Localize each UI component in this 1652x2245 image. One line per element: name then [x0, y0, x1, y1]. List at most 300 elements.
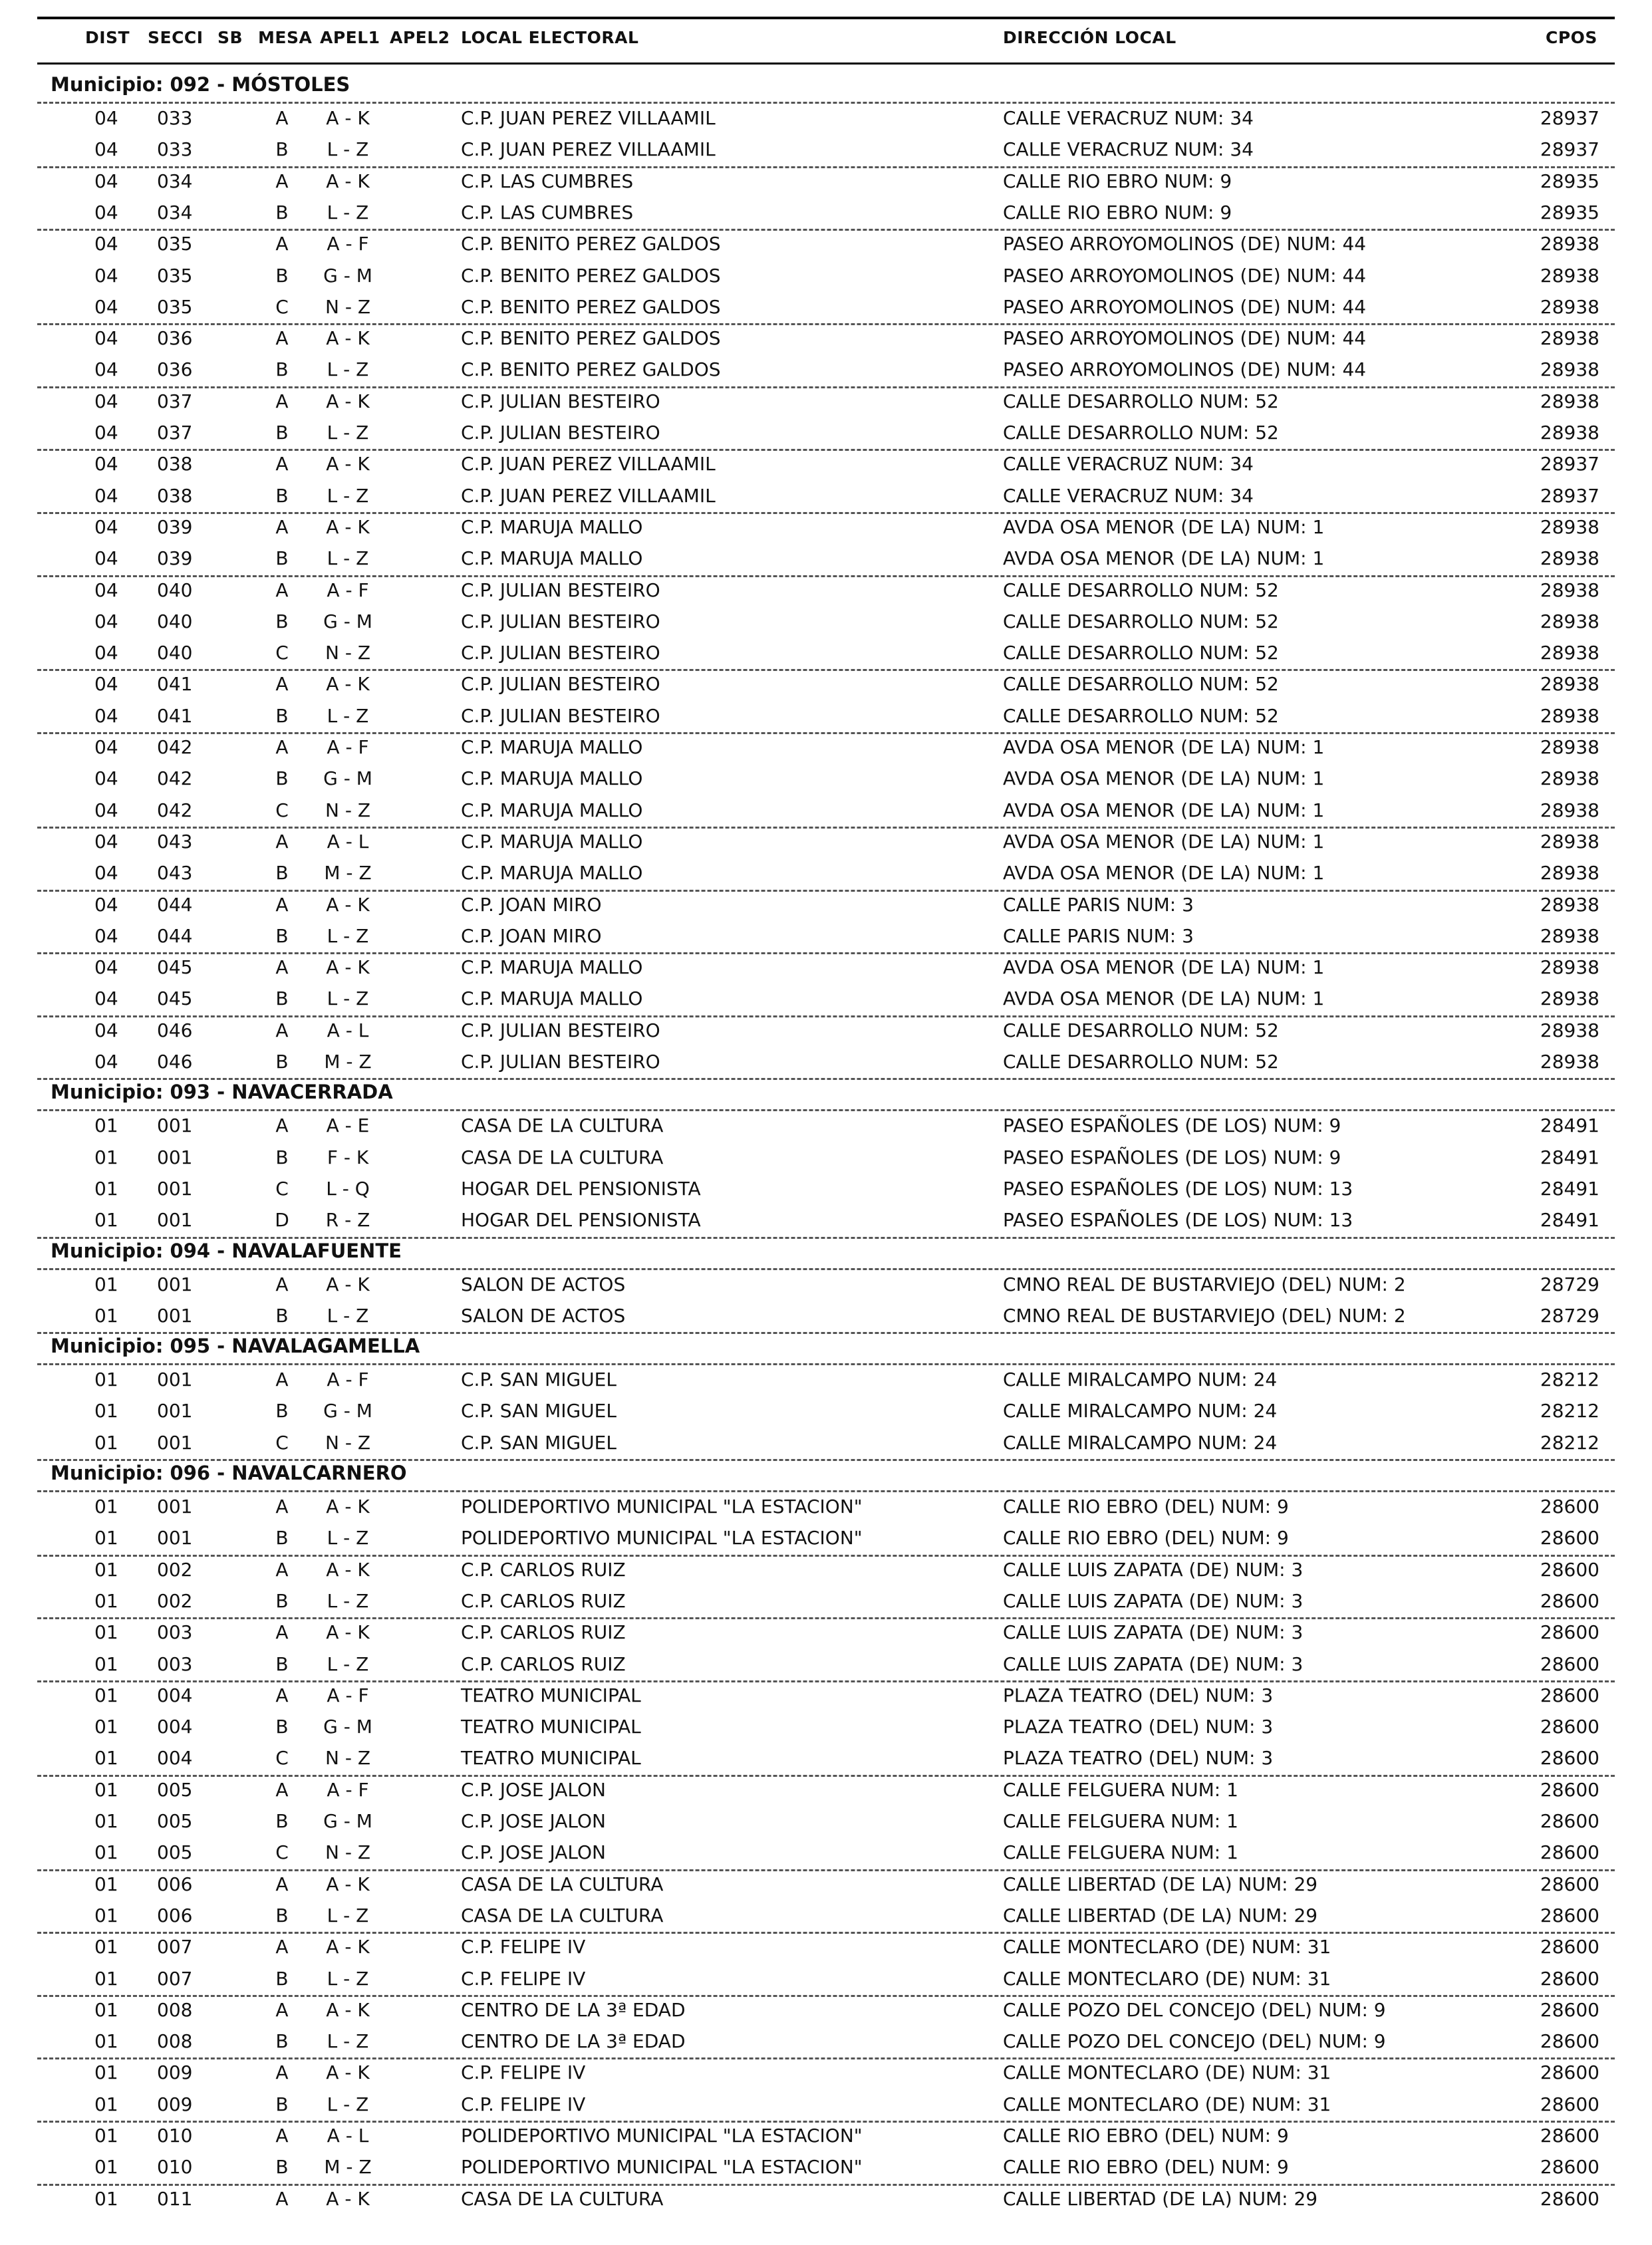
mesa-cell: A — [275, 579, 289, 601]
mesa-cell: B — [275, 264, 289, 287]
municipio-title: Municipio: 095 - NAVALAGAMELLA — [51, 1335, 420, 1358]
direccion-cell: CALLE DESARROLLO NUM: 52 — [1003, 422, 1279, 444]
secci-cell: 042 — [157, 767, 193, 790]
direccion-cell: AVDA OSA MENOR (DE LA) NUM: 1 — [1003, 736, 1325, 758]
mesa-cell: B — [275, 988, 289, 1010]
secci-cell: 011 — [157, 2187, 193, 2210]
mesa-cell: A — [275, 2125, 289, 2147]
group-separator — [37, 449, 1615, 451]
mesa-cell: C — [275, 1841, 289, 1864]
apel1-cell: G - M — [323, 610, 372, 632]
secci-cell: 045 — [157, 988, 193, 1010]
secci-cell: 035 — [157, 295, 193, 318]
cpos-cell: 28938 — [1540, 390, 1599, 412]
direccion-cell: CALLE VERACRUZ NUM: 34 — [1003, 453, 1254, 475]
secci-cell: 001 — [157, 1209, 193, 1232]
apel1-cell: L - Z — [327, 1652, 369, 1675]
mesa-cell: B — [275, 1304, 289, 1327]
apel1-cell: A - K — [326, 1873, 370, 1895]
apel1-cell: A - F — [327, 1684, 369, 1706]
mesa-cell: B — [275, 1716, 289, 1738]
local-cell: POLIDEPORTIVO MUNICIPAL "LA ESTACION" — [461, 2125, 863, 2147]
direccion-cell: CALLE MIRALCAMPO NUM: 24 — [1003, 1400, 1278, 1422]
cpos-cell: 28935 — [1540, 201, 1599, 223]
cpos-cell: 28938 — [1540, 264, 1599, 287]
group-separator — [37, 386, 1615, 388]
mesa-cell: B — [275, 1146, 289, 1168]
dist-cell: 04 — [94, 358, 118, 381]
cpos-cell: 28600 — [1540, 2125, 1599, 2147]
local-cell: TEATRO MUNICIPAL — [461, 1747, 641, 1770]
dist-cell: 01 — [94, 2156, 118, 2179]
col-secci-header: SECCI — [148, 28, 204, 47]
apel1-cell: A - F — [327, 736, 369, 758]
cpos-cell: 28600 — [1540, 1904, 1599, 1926]
dist-cell: 01 — [94, 1209, 118, 1232]
col-apel1-header: APEL1 — [320, 28, 380, 47]
dist-cell: 04 — [94, 579, 118, 601]
local-cell: C.P. MARUJA MALLO — [461, 515, 643, 538]
dist-cell: 04 — [94, 924, 118, 947]
direccion-cell: CALLE MIRALCAMPO NUM: 24 — [1003, 1369, 1278, 1391]
cpos-cell: 28600 — [1540, 1747, 1599, 1770]
secci-cell: 036 — [157, 327, 193, 350]
direccion-cell: CMNO REAL DE BUSTARVIEJO (DEL) NUM: 2 — [1003, 1304, 1406, 1327]
apel1-cell: N - Z — [325, 295, 371, 318]
direccion-cell: AVDA OSA MENOR (DE LA) NUM: 1 — [1003, 799, 1325, 821]
local-cell: C.P. JUAN PEREZ VILLAAMIL — [461, 107, 716, 129]
local-cell: C.P. MARUJA MALLO — [461, 547, 643, 570]
secci-cell: 044 — [157, 924, 193, 947]
secci-cell: 034 — [157, 201, 193, 223]
cpos-cell: 28938 — [1540, 704, 1599, 727]
apel1-cell: A - K — [326, 893, 370, 916]
header-rule — [37, 63, 1615, 65]
apel1-cell: A - K — [326, 673, 370, 696]
direccion-cell: CALLE RIO EBRO (DEL) NUM: 9 — [1003, 1527, 1289, 1549]
local-cell: C.P. MARUJA MALLO — [461, 862, 643, 884]
direccion-cell: CALLE VERACRUZ NUM: 34 — [1003, 484, 1254, 507]
mesa-cell: A — [275, 1873, 289, 1895]
mesa-cell: A — [275, 1369, 289, 1391]
mesa-cell: B — [275, 1400, 289, 1422]
col-dist-header: DIST — [85, 28, 130, 47]
secci-cell: 004 — [157, 1747, 193, 1770]
dist-cell: 04 — [94, 956, 118, 979]
cpos-cell: 28938 — [1540, 1051, 1599, 1073]
cpos-cell: 28600 — [1540, 1936, 1599, 1958]
dist-cell: 01 — [94, 2093, 118, 2115]
apel1-cell: M - Z — [324, 2156, 372, 2179]
dist-cell: 01 — [94, 1652, 118, 1675]
apel1-cell: A - K — [326, 2187, 370, 2210]
local-cell: POLIDEPORTIVO MUNICIPAL "LA ESTACION" — [461, 2156, 863, 2179]
cpos-cell: 28600 — [1540, 2187, 1599, 2210]
apel1-cell: L - Z — [327, 1304, 369, 1327]
secci-cell: 042 — [157, 799, 193, 821]
direccion-cell: CALLE PARIS NUM: 3 — [1003, 924, 1194, 947]
mesa-cell: D — [275, 1209, 289, 1232]
apel1-cell: A - K — [326, 956, 370, 979]
secci-cell: 037 — [157, 390, 193, 412]
direccion-cell: CALLE LIBERTAD (DE LA) NUM: 29 — [1003, 2187, 1318, 2210]
secci-cell: 001 — [157, 1369, 193, 1391]
apel1-cell: G - M — [323, 1716, 372, 1738]
direccion-cell: PASEO ARROYOMOLINOS (DE) NUM: 44 — [1003, 264, 1367, 287]
local-cell: CASA DE LA CULTURA — [461, 1146, 664, 1168]
local-cell: C.P. CARLOS RUIZ — [461, 1558, 626, 1581]
dist-cell: 04 — [94, 170, 118, 192]
direccion-cell: PASEO ESPAÑOLES (DE LOS) NUM: 13 — [1003, 1177, 1353, 1200]
local-cell: C.P. JUAN PEREZ VILLAAMIL — [461, 138, 716, 161]
apel1-cell: L - Z — [327, 924, 369, 947]
local-cell: POLIDEPORTIVO MUNICIPAL "LA ESTACION" — [461, 1496, 863, 1518]
apel1-cell: G - M — [323, 1400, 372, 1422]
mesa-cell: B — [275, 1810, 289, 1832]
apel1-cell: A - K — [326, 515, 370, 538]
cpos-cell: 28729 — [1540, 1273, 1599, 1295]
direccion-cell: CALLE MONTECLARO (DE) NUM: 31 — [1003, 1967, 1331, 1990]
dist-cell: 01 — [94, 2125, 118, 2147]
secci-cell: 039 — [157, 547, 193, 570]
local-cell: C.P. JOAN MIRO — [461, 924, 602, 947]
cpos-cell: 28937 — [1540, 138, 1599, 161]
secci-cell: 035 — [157, 264, 193, 287]
local-cell: C.P. BENITO PEREZ GALDOS — [461, 358, 721, 381]
cpos-cell: 28938 — [1540, 233, 1599, 255]
apel1-cell: L - Z — [327, 2030, 369, 2053]
mesa-cell: A — [275, 1621, 289, 1644]
group-separator — [37, 1459, 1615, 1461]
apel1-cell: A - F — [327, 233, 369, 255]
direccion-cell: CALLE RIO EBRO NUM: 9 — [1003, 201, 1232, 223]
cpos-cell: 28937 — [1540, 484, 1599, 507]
local-cell: C.P. CARLOS RUIZ — [461, 1621, 626, 1644]
local-cell: TEATRO MUNICIPAL — [461, 1716, 641, 1738]
group-separator — [37, 1078, 1615, 1080]
direccion-cell: CALLE LIBERTAD (DE LA) NUM: 29 — [1003, 1873, 1318, 1895]
secci-cell: 037 — [157, 422, 193, 444]
group-separator — [37, 2057, 1615, 2059]
col-cpos-header: CPOS — [1546, 28, 1597, 47]
apel1-cell: L - Z — [327, 2093, 369, 2115]
direccion-cell: AVDA OSA MENOR (DE LA) NUM: 1 — [1003, 988, 1325, 1010]
dist-cell: 04 — [94, 988, 118, 1010]
municipio-separator — [37, 102, 1615, 104]
mesa-cell: C — [275, 1431, 289, 1454]
apel1-cell: A - E — [326, 1115, 370, 1137]
mesa-cell: B — [275, 1527, 289, 1549]
col-local-header: LOCAL ELECTORAL — [461, 28, 639, 47]
local-cell: CENTRO DE LA 3ª EDAD — [461, 2030, 686, 2053]
direccion-cell: CALLE DESARROLLO NUM: 52 — [1003, 1019, 1279, 1041]
local-cell: C.P. LAS CUMBRES — [461, 201, 634, 223]
mesa-cell: A — [275, 1998, 289, 2021]
cpos-cell: 28600 — [1540, 1778, 1599, 1801]
local-cell: C.P. FELIPE IV — [461, 2093, 586, 2115]
group-separator — [37, 1775, 1615, 1777]
cpos-cell: 28600 — [1540, 2030, 1599, 2053]
cpos-cell: 28938 — [1540, 1019, 1599, 1041]
direccion-cell: CALLE FELGUERA NUM: 1 — [1003, 1810, 1238, 1832]
apel1-cell: L - Z — [327, 1589, 369, 1612]
mesa-cell: A — [275, 107, 289, 129]
direccion-cell: CMNO REAL DE BUSTARVIEJO (DEL) NUM: 2 — [1003, 1273, 1406, 1295]
municipio-title: Municipio: 096 - NAVALCARNERO — [51, 1462, 407, 1484]
dist-cell: 01 — [94, 1873, 118, 1895]
group-separator — [37, 1617, 1615, 1619]
direccion-cell: CALLE LUIS ZAPATA (DE) NUM: 3 — [1003, 1652, 1304, 1675]
mesa-cell: A — [275, 1684, 289, 1706]
mesa-cell: C — [275, 642, 289, 664]
direccion-cell: PASEO ARROYOMOLINOS (DE) NUM: 44 — [1003, 233, 1367, 255]
cpos-cell: 28600 — [1540, 1998, 1599, 2021]
cpos-cell: 28212 — [1540, 1369, 1599, 1391]
direccion-cell: CALLE POZO DEL CONCEJO (DEL) NUM: 9 — [1003, 2030, 1386, 2053]
local-cell: C.P. BENITO PEREZ GALDOS — [461, 327, 721, 350]
local-cell: C.P. JUAN PEREZ VILLAAMIL — [461, 484, 716, 507]
secci-cell: 038 — [157, 484, 193, 507]
mesa-cell: A — [275, 2187, 289, 2210]
direccion-cell: CALLE VERACRUZ NUM: 34 — [1003, 107, 1254, 129]
dist-cell: 01 — [94, 1621, 118, 1644]
group-separator — [37, 669, 1615, 671]
direccion-cell: CALLE RIO EBRO (DEL) NUM: 9 — [1003, 2156, 1289, 2179]
dist-cell: 01 — [94, 1747, 118, 1770]
local-cell: HOGAR DEL PENSIONISTA — [461, 1209, 701, 1232]
dist-cell: 04 — [94, 830, 118, 853]
local-cell: C.P. JOSE JALON — [461, 1778, 606, 1801]
local-cell: C.P. LAS CUMBRES — [461, 170, 634, 192]
direccion-cell: AVDA OSA MENOR (DE LA) NUM: 1 — [1003, 767, 1325, 790]
direccion-cell: CALLE RIO EBRO (DEL) NUM: 9 — [1003, 1496, 1289, 1518]
apel1-cell: M - Z — [324, 1051, 372, 1073]
group-separator — [37, 732, 1615, 734]
dist-cell: 04 — [94, 422, 118, 444]
cpos-cell: 28938 — [1540, 767, 1599, 790]
apel1-cell: A - K — [326, 1621, 370, 1644]
local-cell: CENTRO DE LA 3ª EDAD — [461, 1998, 686, 2021]
mesa-cell: B — [275, 2030, 289, 2053]
mesa-cell: C — [275, 799, 289, 821]
mesa-cell: B — [275, 862, 289, 884]
cpos-cell: 28600 — [1540, 1558, 1599, 1581]
secci-cell: 001 — [157, 1431, 193, 1454]
dist-cell: 01 — [94, 1810, 118, 1832]
dist-cell: 01 — [94, 1304, 118, 1327]
apel1-cell: L - Z — [327, 1904, 369, 1926]
secci-cell: 001 — [157, 1400, 193, 1422]
secci-cell: 043 — [157, 862, 193, 884]
cpos-cell: 28938 — [1540, 673, 1599, 696]
dist-cell: 01 — [94, 2061, 118, 2084]
group-separator — [37, 1237, 1615, 1239]
apel1-cell: A - K — [326, 453, 370, 475]
cpos-cell: 28938 — [1540, 610, 1599, 632]
secci-cell: 008 — [157, 1998, 193, 2021]
secci-cell: 004 — [157, 1716, 193, 1738]
municipio-separator — [37, 1268, 1615, 1270]
direccion-cell: CALLE DESARROLLO NUM: 52 — [1003, 390, 1279, 412]
direccion-cell: CALLE POZO DEL CONCEJO (DEL) NUM: 9 — [1003, 1998, 1386, 2021]
apel1-cell: G - M — [323, 767, 372, 790]
group-separator — [37, 229, 1615, 231]
direccion-cell: PASEO ARROYOMOLINOS (DE) NUM: 44 — [1003, 327, 1367, 350]
secci-cell: 038 — [157, 453, 193, 475]
apel1-cell: A - K — [326, 107, 370, 129]
cpos-cell: 28491 — [1540, 1115, 1599, 1137]
mesa-cell: B — [275, 201, 289, 223]
secci-cell: 006 — [157, 1904, 193, 1926]
mesa-cell: A — [275, 515, 289, 538]
municipio-title: Municipio: 093 - NAVACERRADA — [51, 1081, 393, 1104]
secci-cell: 002 — [157, 1558, 193, 1581]
local-cell: C.P. JULIAN BESTEIRO — [461, 704, 660, 727]
apel1-cell: N - Z — [325, 799, 371, 821]
group-separator — [37, 166, 1615, 168]
direccion-cell: CALLE MONTECLARO (DE) NUM: 31 — [1003, 1936, 1331, 1958]
apel1-cell: A - F — [327, 1778, 369, 1801]
secci-cell: 033 — [157, 107, 193, 129]
mesa-cell: B — [275, 767, 289, 790]
cpos-cell: 28600 — [1540, 1810, 1599, 1832]
cpos-cell: 28491 — [1540, 1209, 1599, 1232]
secci-cell: 036 — [157, 358, 193, 381]
cpos-cell: 28212 — [1540, 1400, 1599, 1422]
col-direccion-header: DIRECCIÓN LOCAL — [1003, 28, 1176, 47]
secci-cell: 035 — [157, 233, 193, 255]
dist-cell: 04 — [94, 1019, 118, 1041]
dist-cell: 04 — [94, 515, 118, 538]
dist-cell: 01 — [94, 1716, 118, 1738]
municipio-title: Municipio: 094 - NAVALAFUENTE — [51, 1239, 402, 1262]
cpos-cell: 28600 — [1540, 2061, 1599, 2084]
mesa-cell: C — [275, 1177, 289, 1200]
mesa-cell: A — [275, 893, 289, 916]
apel1-cell: A - K — [326, 327, 370, 350]
local-cell: C.P. JOSE JALON — [461, 1841, 606, 1864]
apel1-cell: G - M — [323, 1810, 372, 1832]
local-cell: C.P. MARUJA MALLO — [461, 830, 643, 853]
apel1-cell: A - K — [326, 1936, 370, 1958]
mesa-cell: A — [275, 1496, 289, 1518]
local-cell: C.P. SAN MIGUEL — [461, 1431, 617, 1454]
direccion-cell: CALLE LUIS ZAPATA (DE) NUM: 3 — [1003, 1589, 1304, 1612]
mesa-cell: B — [275, 547, 289, 570]
mesa-cell: A — [275, 1936, 289, 1958]
group-separator — [37, 2184, 1615, 2186]
direccion-cell: CALLE DESARROLLO NUM: 52 — [1003, 579, 1279, 601]
direccion-cell: CALLE FELGUERA NUM: 1 — [1003, 1841, 1238, 1864]
local-cell: SALON DE ACTOS — [461, 1304, 626, 1327]
mesa-cell: B — [275, 422, 289, 444]
local-cell: C.P. JULIAN BESTEIRO — [461, 579, 660, 601]
dist-cell: 01 — [94, 1273, 118, 1295]
mesa-cell: B — [275, 1967, 289, 1990]
cpos-cell: 28600 — [1540, 1684, 1599, 1706]
group-separator — [37, 512, 1615, 514]
dist-cell: 01 — [94, 1558, 118, 1581]
dist-cell: 01 — [94, 1496, 118, 1518]
cpos-cell: 28937 — [1540, 107, 1599, 129]
dist-cell: 04 — [94, 799, 118, 821]
local-cell: SALON DE ACTOS — [461, 1273, 626, 1295]
direccion-cell: CALLE DESARROLLO NUM: 52 — [1003, 673, 1279, 696]
local-cell: C.P. FELIPE IV — [461, 1967, 586, 1990]
secci-cell: 001 — [157, 1527, 193, 1549]
apel1-cell: L - Z — [327, 358, 369, 381]
mesa-cell: A — [275, 1558, 289, 1581]
secci-cell: 008 — [157, 2030, 193, 2053]
cpos-cell: 28938 — [1540, 988, 1599, 1010]
secci-cell: 005 — [157, 1778, 193, 1801]
mesa-cell: B — [275, 1904, 289, 1926]
secci-cell: 004 — [157, 1684, 193, 1706]
local-cell: C.P. MARUJA MALLO — [461, 767, 643, 790]
mesa-cell: A — [275, 327, 289, 350]
cpos-cell: 28600 — [1540, 1652, 1599, 1675]
dist-cell: 01 — [94, 1115, 118, 1137]
local-cell: C.P. MARUJA MALLO — [461, 988, 643, 1010]
mesa-cell: A — [275, 1019, 289, 1041]
local-cell: C.P. CARLOS RUIZ — [461, 1652, 626, 1675]
apel1-cell: A - F — [327, 1369, 369, 1391]
apel1-cell: A - K — [326, 2061, 370, 2084]
cpos-cell: 28600 — [1540, 2156, 1599, 2179]
direccion-cell: CALLE LIBERTAD (DE LA) NUM: 29 — [1003, 1904, 1318, 1926]
secci-cell: 006 — [157, 1873, 193, 1895]
secci-cell: 044 — [157, 893, 193, 916]
dist-cell: 01 — [94, 1684, 118, 1706]
mesa-cell: B — [275, 704, 289, 727]
direccion-cell: PLAZA TEATRO (DEL) NUM: 3 — [1003, 1716, 1274, 1738]
dist-cell: 04 — [94, 264, 118, 287]
cpos-cell: 28938 — [1540, 579, 1599, 601]
secci-cell: 005 — [157, 1841, 193, 1864]
mesa-cell: A — [275, 736, 289, 758]
dist-cell: 04 — [94, 107, 118, 129]
direccion-cell: CALLE DESARROLLO NUM: 52 — [1003, 1051, 1279, 1073]
dist-cell: 04 — [94, 453, 118, 475]
dist-cell: 01 — [94, 1589, 118, 1612]
cpos-cell: 28938 — [1540, 642, 1599, 664]
apel1-cell: L - Z — [327, 1527, 369, 1549]
direccion-cell: CALLE LUIS ZAPATA (DE) NUM: 3 — [1003, 1558, 1304, 1581]
mesa-cell: C — [275, 1747, 289, 1770]
dist-cell: 04 — [94, 893, 118, 916]
secci-cell: 001 — [157, 1496, 193, 1518]
mesa-cell: B — [275, 484, 289, 507]
mesa-cell: B — [275, 610, 289, 632]
dist-cell: 04 — [94, 862, 118, 884]
dist-cell: 04 — [94, 610, 118, 632]
apel1-cell: A - F — [327, 579, 369, 601]
group-separator — [37, 1015, 1615, 1017]
dist-cell: 01 — [94, 1841, 118, 1864]
cpos-cell: 28938 — [1540, 830, 1599, 853]
direccion-cell: AVDA OSA MENOR (DE LA) NUM: 1 — [1003, 515, 1325, 538]
apel1-cell: L - Z — [327, 422, 369, 444]
secci-cell: 041 — [157, 673, 193, 696]
dist-cell: 01 — [94, 1146, 118, 1168]
mesa-cell: A — [275, 1273, 289, 1295]
apel1-cell: A - K — [326, 1273, 370, 1295]
cpos-cell: 28938 — [1540, 956, 1599, 979]
group-separator — [37, 1869, 1615, 1871]
secci-cell: 009 — [157, 2093, 193, 2115]
mesa-cell: A — [275, 453, 289, 475]
dist-cell: 04 — [94, 767, 118, 790]
